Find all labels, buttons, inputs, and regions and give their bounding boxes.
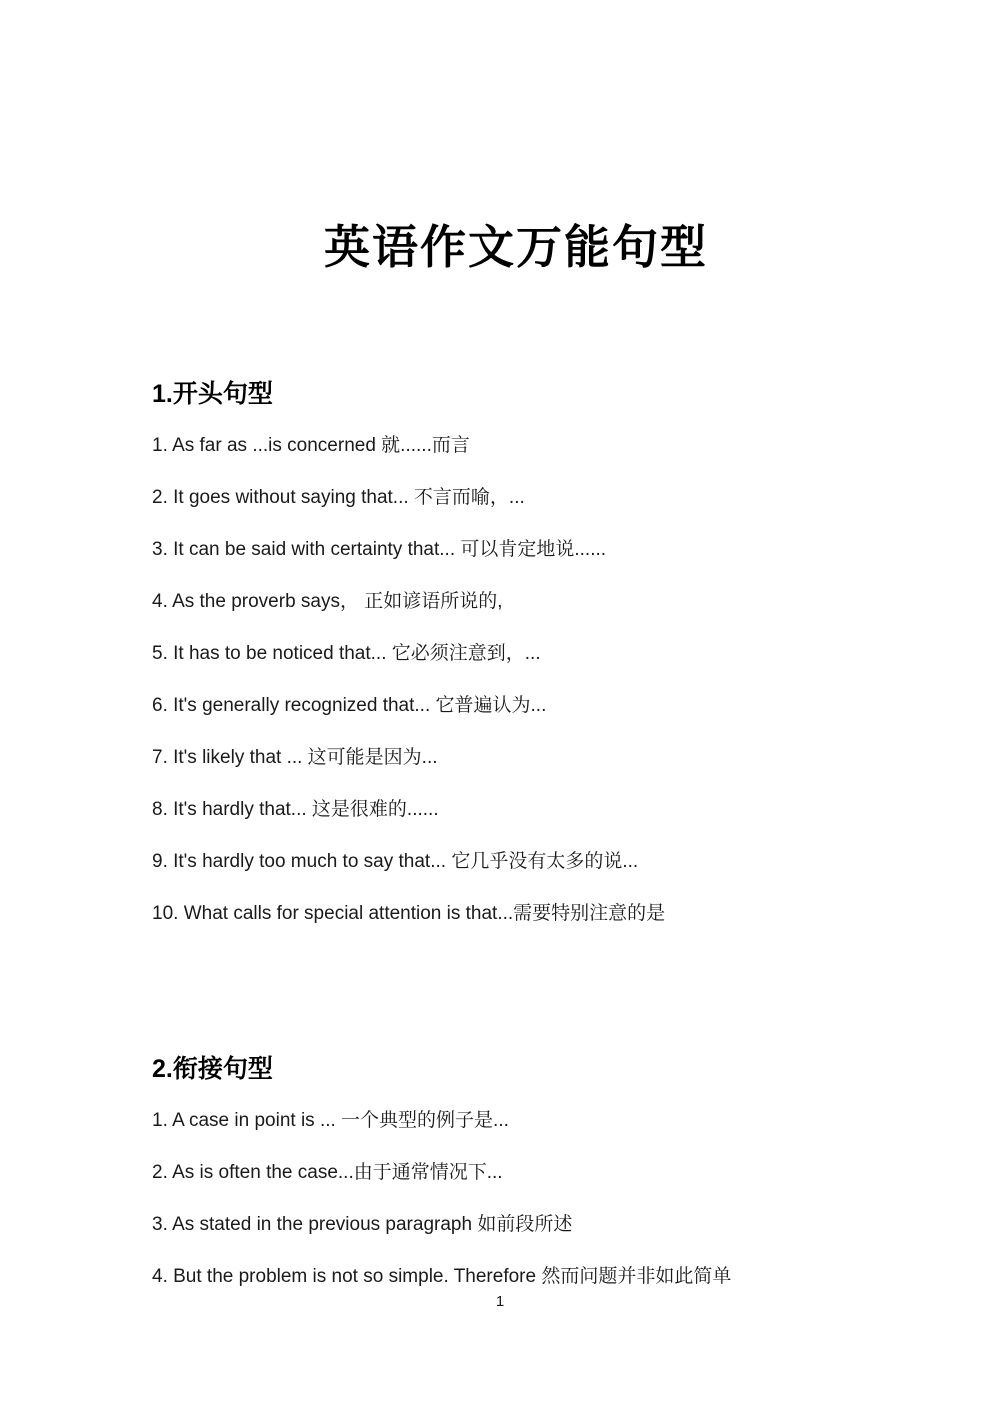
sentence-item: 3. It can be said with certainty that... 可以肯定地说...... (152, 539, 607, 560)
sentence-item: 10. What calls for special attention is that...需要特别注意的是 (152, 903, 666, 924)
sentence-item: 7. It's likely that ... 这可能是因为... (152, 747, 438, 768)
sentence-list (152, 433, 880, 927)
sentence-item: 2. As is often the case...由于通常情况下... (152, 1162, 503, 1183)
sentence-item: 3. As stated in the previous paragraph 如前段所述 (152, 1214, 573, 1235)
section-opening-sentences (152, 276, 880, 927)
sentence-item: 4. But the problem is not so simple. Therefore 然而问题并非如此简单 (152, 1266, 732, 1287)
sentence-item: 5. It has to be noticed that... 它必须注意到，... (152, 643, 541, 664)
sentence-item: 9. It's hardly too much to say that... 它几乎没有太多的说... (152, 851, 639, 872)
sentence-item: 6. It's generally recognized that... 它普遍认为... (152, 695, 547, 716)
page-number: 1 (495, 1293, 505, 1310)
section-linking-sentences (152, 953, 880, 1290)
sentence-list (152, 1108, 880, 1290)
sentence-item: 2. It goes without saying that... 不言而喻，... (152, 487, 525, 508)
document-title: 英语作文万能句型 (324, 221, 708, 273)
section-heading-linking: 2.衔接句型 (152, 1055, 273, 1083)
sentence-item: 4. As the proverb says， 正如谚语所说的, (152, 591, 503, 612)
section-heading-opening: 1.开头句型 (152, 380, 273, 408)
sentence-item: 1. As far as ...is concerned 就......而言 (152, 435, 470, 456)
sentence-item: 1. A case in point is ... 一个典型的例子是... (152, 1110, 509, 1131)
sentence-item: 8. It's hardly that... 这是很难的...... (152, 799, 439, 820)
